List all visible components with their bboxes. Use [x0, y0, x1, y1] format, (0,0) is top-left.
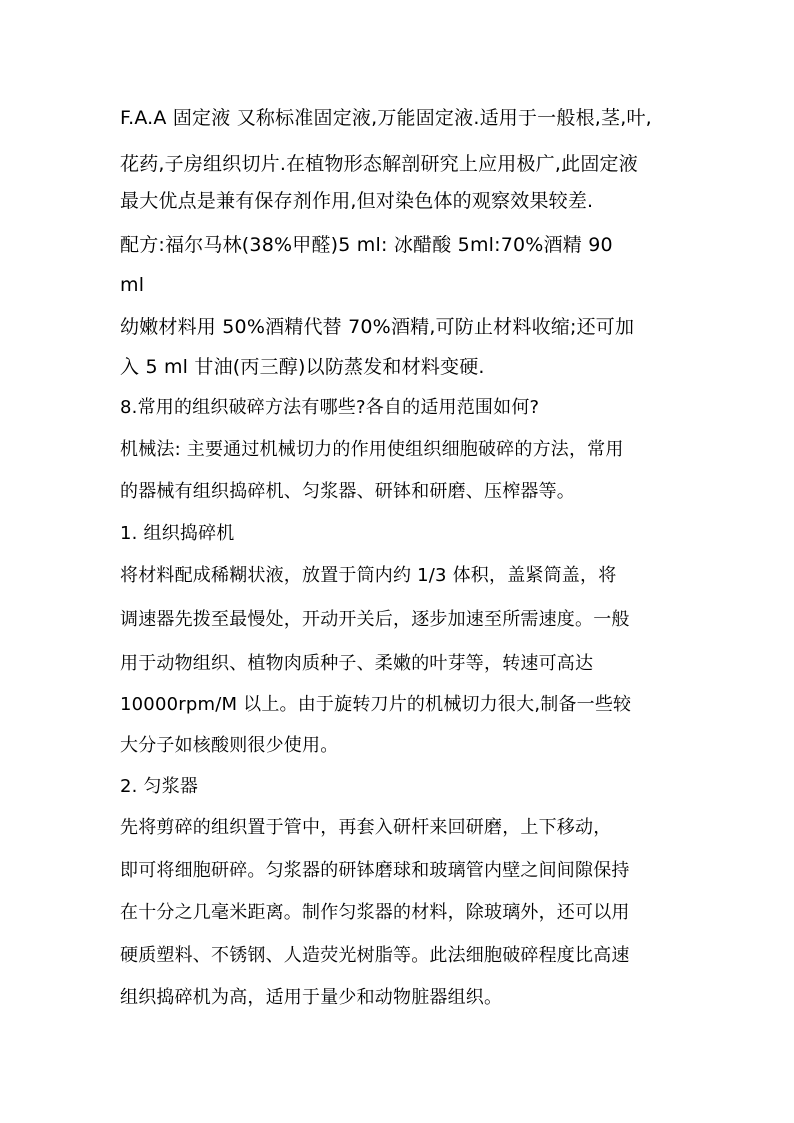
section-heading: 2. 匀浆器 — [120, 776, 199, 797]
section-heading: 1. 组织捣碎机 — [120, 523, 235, 544]
paragraph-line: 硬质塑料、不锈钢、人造荧光树脂等。此法细胞破碎程度比高速 — [120, 945, 630, 966]
paragraph-line: 即可将细胞研碎。匀浆器的研钵磨球和玻璃管内壁之间间隙保持 — [120, 860, 630, 881]
paragraph-line: 入 5 ml 甘油(丙三醇)以防蒸发和材料变硬. — [120, 356, 485, 378]
paragraph-line: 机械法: 主要通过机械切力的作用使组织细胞破碎的方法，常用 — [120, 439, 624, 460]
paragraph-line: F.A.A 固定液 又称标准固定液,万能固定液.适用于一般根,茎,叶, — [120, 107, 652, 129]
paragraph-line: 最大优点是兼有保存剂作用,但对染色体的观察效果较差. — [120, 190, 594, 212]
paragraph-line: 大分子如核酸则很少使用。 — [120, 735, 339, 756]
paragraph-line: 幼嫩材料用 50%酒精代替 70%酒精,可防止材料收缩;还可加 — [120, 316, 635, 338]
paragraph-line: 将材料配成稀糊状液，放置于筒内约 1/3 体积，盖紧筒盖，将 — [120, 565, 617, 586]
paragraph-line: 的器械有组织捣碎机、匀浆器、研钵和研磨、压榨器等。 — [120, 481, 575, 502]
paragraph-line: 花药,子房组织切片.在植物形态解剖研究上应用极广,此固定液 — [120, 153, 638, 175]
paragraph-line: 在十分之几毫米距离。制作匀浆器的材料，除玻璃外，还可以用 — [120, 902, 630, 923]
paragraph-line: 配方:福尔马林(38%甲醛)5 ml: 冰醋酸 5ml:70%酒精 90 — [120, 234, 613, 256]
paragraph-line: 用于动物组织、植物肉质种子、柔嫩的叶芽等，转速可高达 — [120, 653, 594, 674]
paragraph-line: 调速器先拨至最慢处，开动开关后，逐步加速至所需速度。一般 — [120, 609, 630, 630]
paragraph-line: ml — [120, 274, 145, 296]
paragraph-line: 组织捣碎机为高，适用于量少和动物脏器组织。 — [120, 987, 503, 1008]
paragraph-line: 10000rpm/M 以上。由于旋转刀片的机械切力很大,制备一些较 — [120, 694, 632, 715]
paragraph-line: 先将剪碎的组织置于管中，再套入研杆来回研磨，上下移动， — [120, 817, 612, 838]
section-question: 8.常用的组织破碎方法有哪些?各自的适用范围如何? — [120, 397, 540, 418]
